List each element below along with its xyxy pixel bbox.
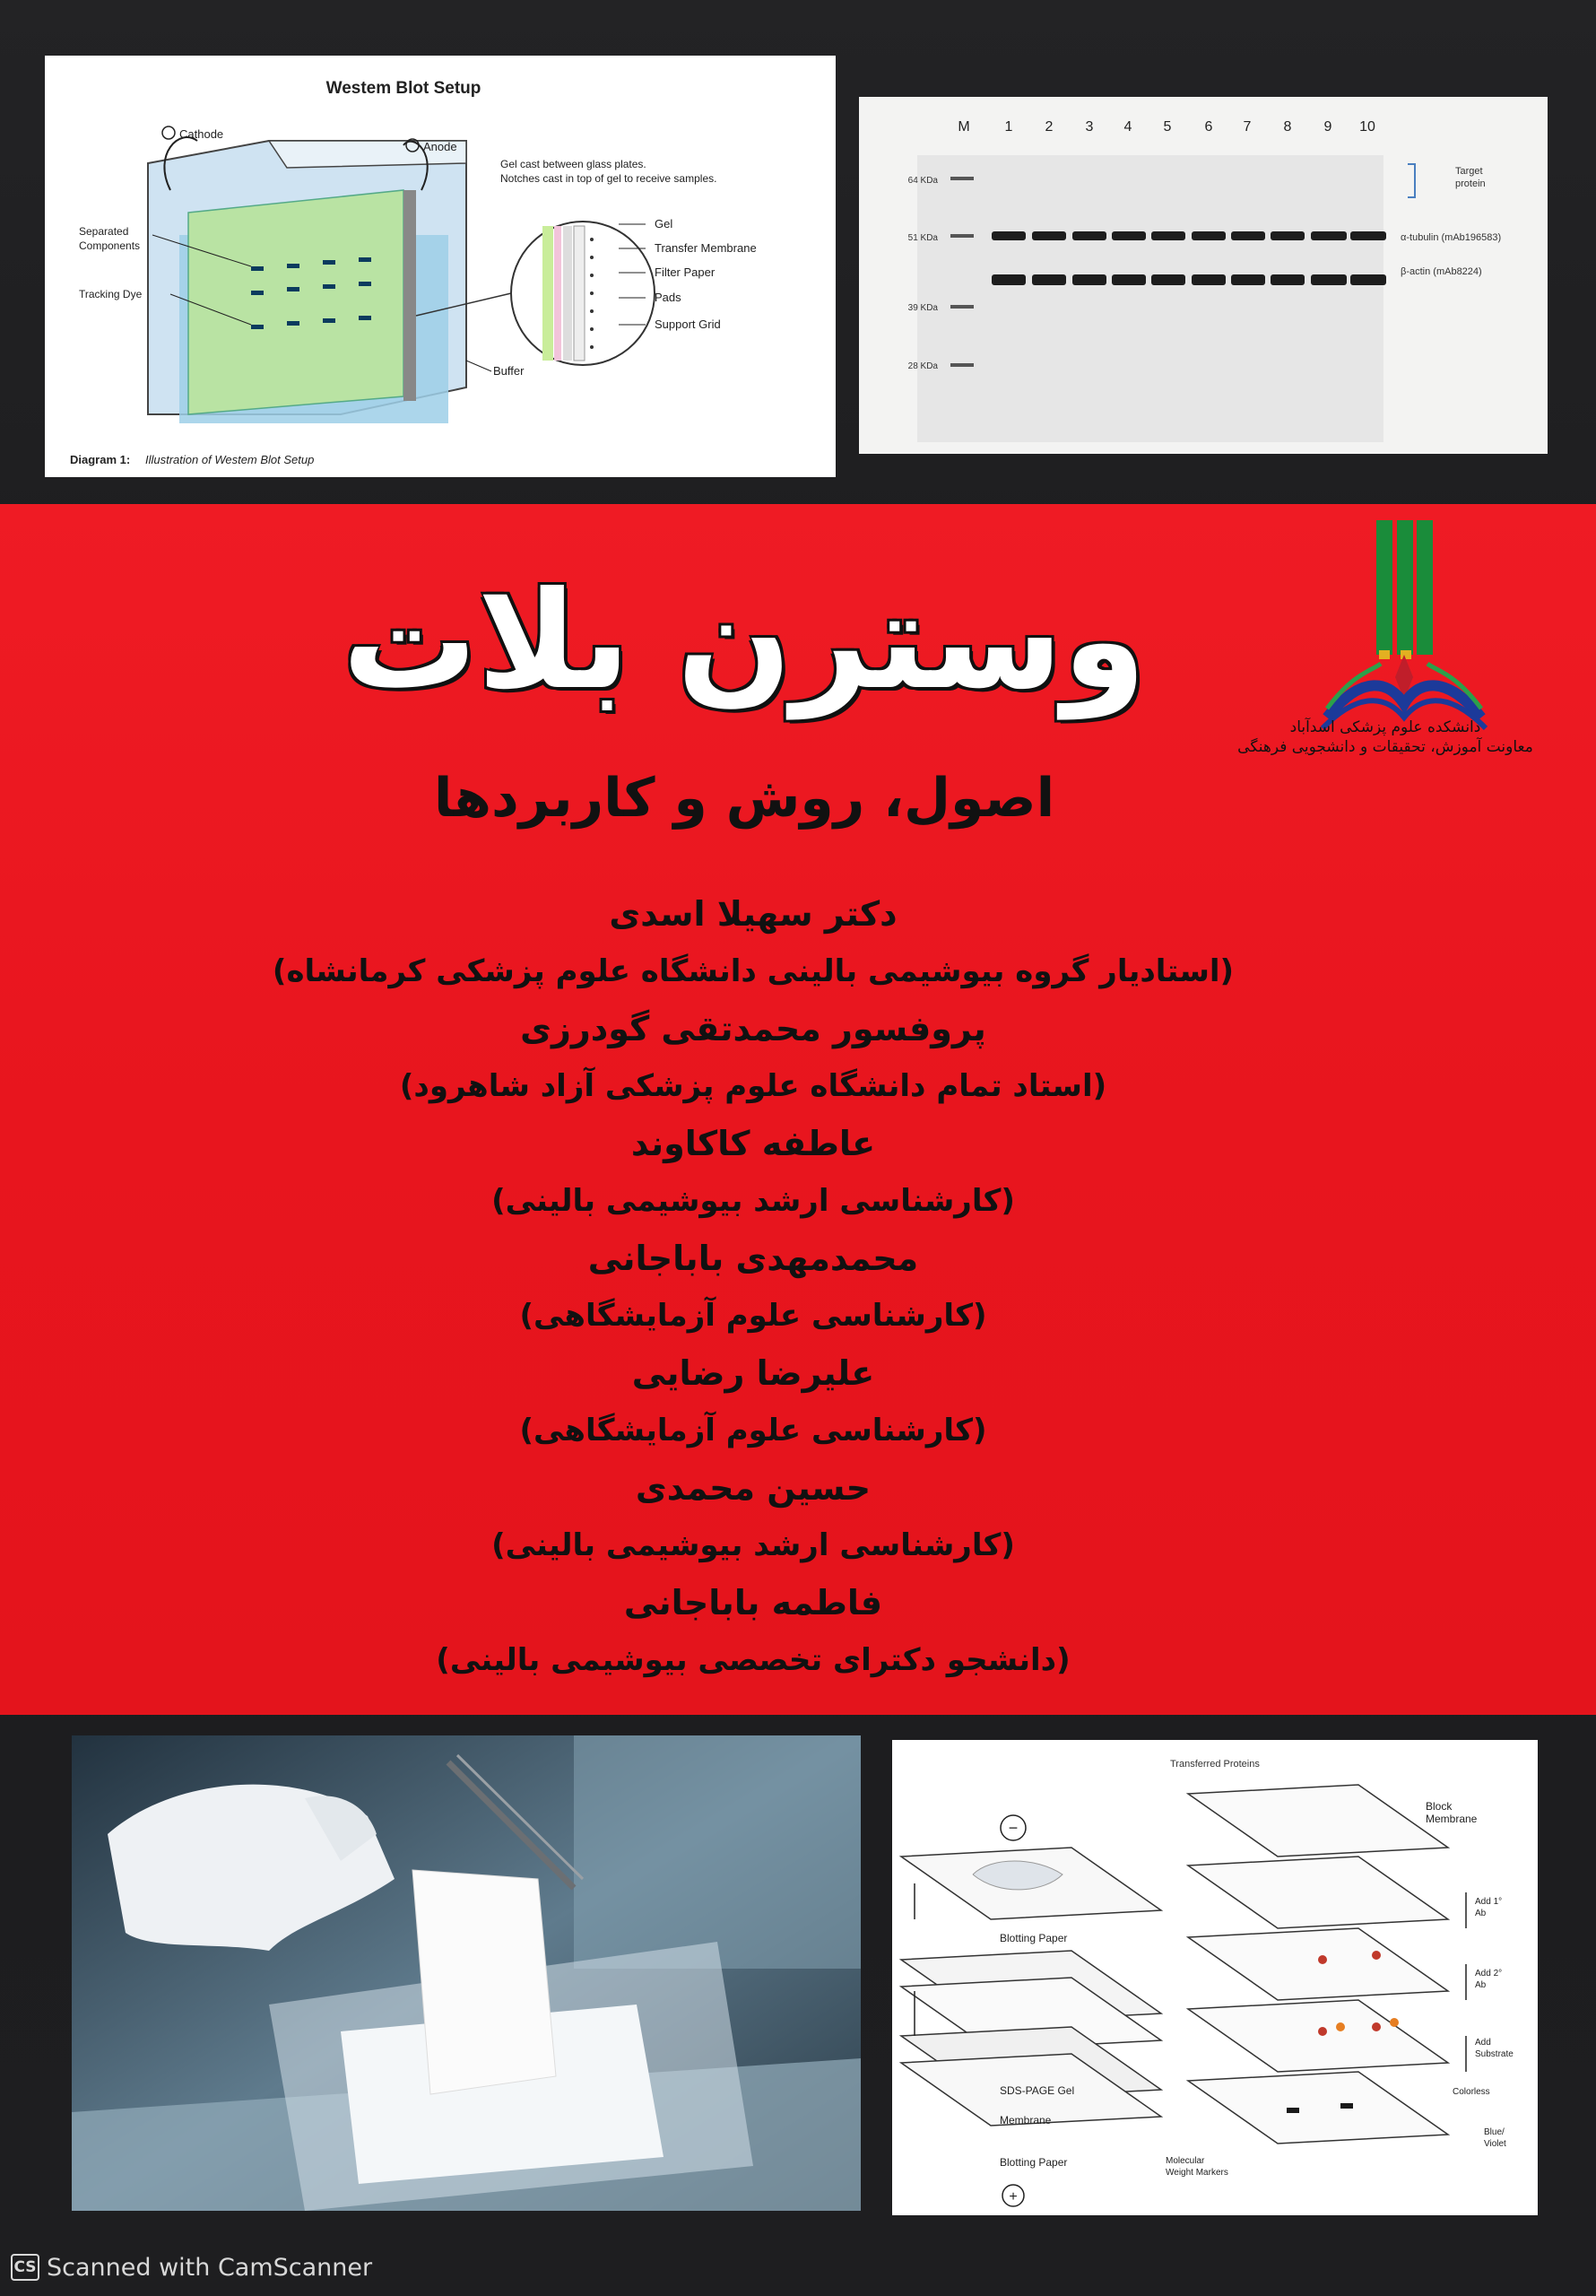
- lane-label: 9: [1323, 119, 1332, 135]
- author-affiliation: (استاد تمام دانشگاه علوم پزشکی آزاد شاهرود): [399, 1068, 1107, 1104]
- blue-violet-label-1: Blue/: [1484, 2127, 1505, 2137]
- author-affiliation: (استادیار گروه بیوشیمی بالینی دانشگاه علوم پزشکی کرمانشاه): [272, 953, 1235, 989]
- block-label-1: Block: [1426, 1800, 1453, 1813]
- block-label-2: Membrane: [1426, 1813, 1478, 1825]
- add-primary-label-2: Ab: [1475, 1909, 1487, 1918]
- cathode-label: Cathode: [179, 127, 224, 141]
- western-blot-setup-diagram: [45, 56, 836, 477]
- buffer-label: Buffer: [493, 364, 525, 378]
- lane-label: 5: [1163, 119, 1172, 135]
- colorless-label: Colorless: [1453, 2087, 1490, 2097]
- author-name: علیرضا رضایی: [631, 1353, 875, 1393]
- mw-markers-label-2: Weight Markers: [1166, 2168, 1228, 2178]
- marker-label: 64 KDa: [907, 176, 938, 186]
- marker-label: 28 KDa: [907, 361, 938, 371]
- add-primary-label-1: Add 1°: [1475, 1897, 1503, 1907]
- add-secondary-label-1: Add 2°: [1475, 1969, 1503, 1979]
- lab-photo: [72, 1735, 861, 2211]
- camscanner-icon: CS: [11, 2254, 39, 2281]
- blue-violet-label-2: Violet: [1484, 2139, 1506, 2149]
- layer-support-grid: Support Grid: [655, 317, 721, 331]
- sds-page-gel-label: SDS-PAGE Gel: [1000, 2084, 1075, 2097]
- membrane-label: Membrane: [1000, 2114, 1052, 2126]
- anode-sign: +: [1009, 2189, 1018, 2205]
- cathode-sign: −: [1008, 1819, 1019, 1837]
- gel-cast-label-2: Notches cast in top of gel to receive samples.: [500, 172, 717, 185]
- lane-label: 4: [1123, 119, 1132, 135]
- author-name: پروفسور محمدتقی گودرزی: [520, 1009, 986, 1048]
- author-affiliation: (کارشناسی ارشد بیوشیمی بالینی): [491, 1527, 1015, 1563]
- blotting-paper-bottom-label: Blotting Paper: [1000, 2156, 1068, 2169]
- layer-filter-paper: Filter Paper: [655, 265, 716, 279]
- layer-gel: Gel: [655, 217, 673, 230]
- western-blot-result-image: [859, 97, 1548, 454]
- mw-markers-label-1: Molecular: [1166, 2156, 1205, 2166]
- caption-label: Diagram 1:: [70, 453, 131, 466]
- lane-label-m: M: [958, 119, 970, 135]
- target-label-2: protein: [1455, 178, 1486, 189]
- lane-label: 6: [1204, 119, 1213, 135]
- logo-line-1: دانشکده علوم پزشکی اسدآباد: [1289, 718, 1481, 736]
- author-name: حسین محمدی: [635, 1468, 872, 1508]
- author-list: [215, 888, 1291, 1692]
- author-affiliation: (کارشناسی ارشد بیوشیمی بالینی): [491, 1183, 1015, 1219]
- gel-cast-label-1: Gel cast between glass plates.: [500, 158, 646, 170]
- lane-label: 3: [1085, 119, 1094, 135]
- band-label-tubulin: α-tubulin (mAb196583): [1401, 232, 1502, 243]
- lane-label: 10: [1359, 119, 1375, 135]
- lane-label: 8: [1283, 119, 1292, 135]
- book-title: وسترن بلات: [342, 563, 1147, 719]
- western-blot-process-diagram: [892, 1740, 1538, 2215]
- book-subtitle: اصول، روش و کاربردها: [433, 767, 1055, 830]
- diagram-title: Westem Blot Setup: [325, 79, 481, 98]
- scanner-watermark: [11, 2251, 372, 2283]
- layer-pads: Pads: [655, 291, 681, 304]
- marker-label: 51 KDa: [907, 233, 938, 243]
- author-name: عاطفه کاکاوند: [630, 1124, 876, 1163]
- separated-label: Separated: [79, 225, 129, 238]
- lane-label: 1: [1004, 119, 1013, 135]
- target-label-1: Target: [1455, 166, 1483, 177]
- author-name: دکتر سهیلا اسدی: [609, 894, 898, 934]
- add-substrate-label-2: Substrate: [1475, 2049, 1514, 2059]
- add-secondary-label-2: Ab: [1475, 1980, 1487, 1990]
- logo-caption: [1228, 718, 1542, 757]
- lane-label: 2: [1045, 119, 1054, 135]
- band-label-actin: β-actin (mAb8224): [1401, 266, 1482, 277]
- caption-text: Illustration of Westem Blot Setup: [145, 453, 315, 466]
- logo-line-2: معاونت آموزش، تحقیقات و دانشجویی فرهنگی: [1237, 738, 1533, 756]
- anode-label: Anode: [423, 140, 457, 153]
- add-substrate-label-1: Add: [1475, 2038, 1491, 2048]
- transferred-proteins-label: Transferred Proteins: [1170, 1759, 1260, 1770]
- layer-transfer-membrane: Transfer Membrane: [655, 241, 757, 255]
- author-name: فاطمه باباجانی: [623, 1583, 883, 1622]
- lane-label: 7: [1243, 119, 1252, 135]
- author-affiliation: (دانشجو دکترای تخصصی بیوشیمی بالینی): [436, 1642, 1071, 1678]
- author-affiliation: (کارشناسی علوم آزمایشگاهی): [519, 1298, 987, 1334]
- blotting-paper-top-label: Blotting Paper: [1000, 1932, 1068, 1944]
- tracking-dye-label: Tracking Dye: [79, 288, 143, 300]
- author-name: محمدمهدی باباجانی: [587, 1239, 919, 1278]
- marker-label: 39 KDa: [907, 303, 938, 313]
- components-label: Components: [79, 239, 141, 252]
- scanner-text: Scanned with CamScanner: [47, 2253, 373, 2282]
- author-affiliation: (کارشناسی علوم آزمایشگاهی): [519, 1413, 987, 1448]
